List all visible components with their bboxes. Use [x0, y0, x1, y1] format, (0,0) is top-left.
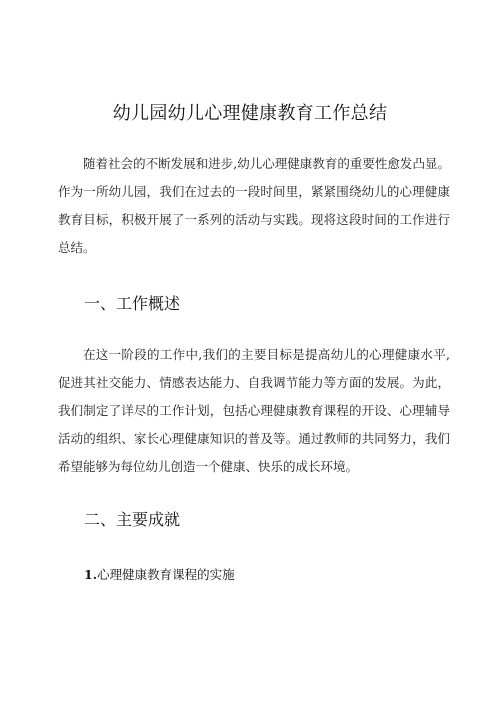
intro-paragraph: 随着社会的不断发展和进步,幼儿心理健康教育的重要性愈发凸显。作为一所幼儿园，我们在过去的一段时间里，紧紧围绕幼儿的心理健康教育目标，积极开展了一系列的活动与实践。现将这段时间的工作进行总结。: [58, 156, 450, 255]
document-title: 幼儿园幼儿心理健康教育工作总结: [112, 103, 388, 124]
subsection-number: 1.: [84, 567, 98, 582]
section-heading-overview: 一、工作概述: [84, 294, 181, 313]
subsection-heading-curriculum: [84, 566, 235, 584]
subsection-title: 心理健康教育课程的实施: [97, 567, 235, 582]
section-heading-achievements: 二、主要成就: [84, 510, 181, 529]
overview-paragraph: 在这一阶段的工作中,我们的主要目标是提高幼儿的心理健康水平,促进其社交能力、情感表达能力、自我调节能力等方面的发展。为此，我们制定了详尽的工作计划，包括心理健康教育课程的开设、心理辅导活动的组织、家长心理健康知识的普及等。通过教师的共同努力，我们希望能够为每位幼儿创造一个健康、快乐的成长环境。: [58, 347, 450, 474]
